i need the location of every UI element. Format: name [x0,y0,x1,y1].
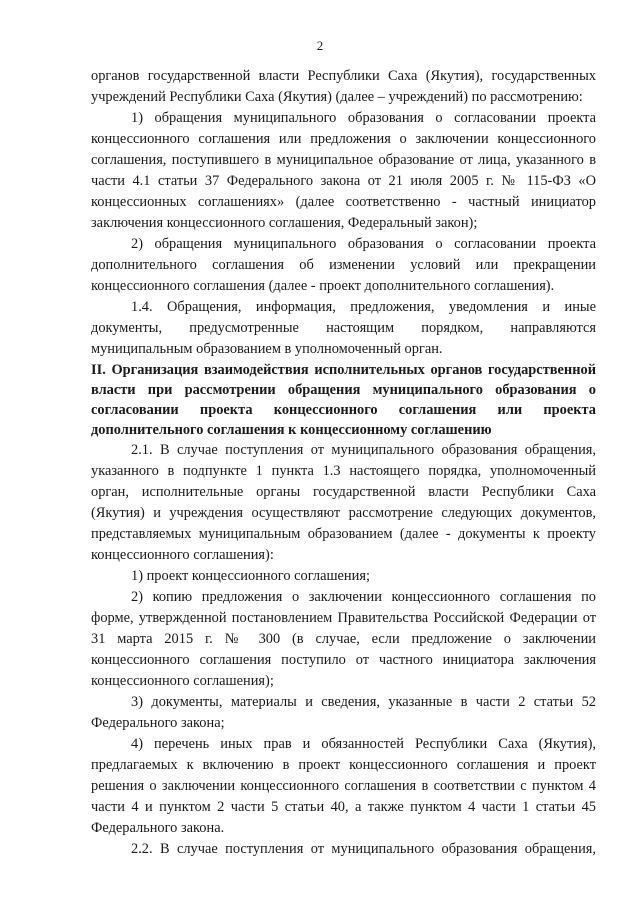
list-item-4: 4) перечень иных прав и обязанностей Республики Саха (Якутия), предлагаемых к включению в проект концессионного соглашения и проект решения о заключении концессионного соглашения в соответствии с пунктом 4 части 4 и пунктом 2 части 5 статьи 40, а также пунктом 4 части 1 статьи 45 Федерального закона. [91,736,596,836]
paragraph-2-1: 2.1. В случае поступления от муниципального образования обращения, указанного в подпункте 1 пункта 1.3 настоящего порядка, уполномоченный орган, исполнительные органы государственной власти Республики Саха (Якутия) и учреждения осуществляют рассмотрение следующих документов, представляемых муниципальным образованием (далее - документы к проекту концессионного соглашения): [91,442,596,563]
list-item-2: 2) копию предложения о заключении концессионного соглашения по форме, утвержденной постановлением Правительства Российской Федерации от 31 марта 2015 г. № 300 (в случае, если предложение о заключении концессионного соглашения поступило от частного инициатора заключения концессионного соглашения); [91,589,596,689]
page-number: 2 [316,38,324,53]
section-heading-ii: II. Организация взаимодействия исполнительных органов государственной власти при рассмотрении обращения муниципального образования о согласовании проекта концессионного соглашения или проекта дополнительного соглашения к концессионному соглашению [91,362,596,438]
document-body [91,66,596,860]
list-item-3: 3) документы, материалы и сведения, указанные в части 2 статьи 52 Федерального закона; [91,694,596,731]
paragraph-intro-continuation: органов государственной власти Республики Саха (Якутия), государственных учреждений Республики Саха (Якутия) (далее – учреждений) по рассмотрению: [91,68,596,105]
paragraph-2-2: 2.2. В случае поступления от муниципального образования обращения, [131,841,596,857]
paragraph-1-4: 1.4. Обращения, информация, предложения, уведомления и иные документы, предусмотренные настоящим порядком, направляются муниципальным образованием в уполномоченный орган. [91,299,596,357]
paragraph-item-1: 1) обращения муниципального образования о согласовании проекта концессионного соглашения или предложения о заключении концессионного соглашения, поступившего в муниципальное образование от лица, указанного в части 4.1 статьи 37 Федерального закона от 21 июля 2005 г. № 115-ФЗ «О концессионных соглашениях» (далее соответственно - частный инициатор заключения концессионного соглашения, Федеральный закон); [91,110,596,231]
list-item-1: 1) проект концессионного соглашения; [131,568,370,584]
paragraph-item-2: 2) обращения муниципального образования о согласовании проекта дополнительного соглашения об изменении условий или прекращении концессионного соглашения (далее - проект дополнительного соглашения). [91,236,596,294]
